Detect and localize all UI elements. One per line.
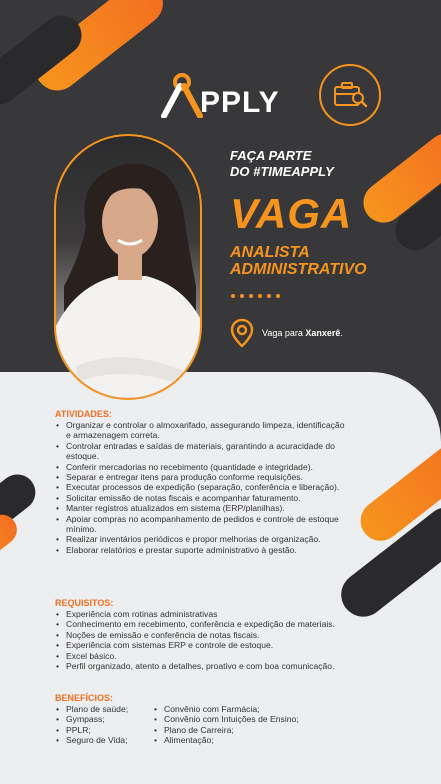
portrait-illustration (56, 136, 202, 400)
location-text: Vaga para Xanxerê. (262, 328, 343, 338)
logo-text: PPLY (200, 86, 280, 119)
list-item: • Solicitar emissão de notas fiscais e acompanhar faturamento. (55, 493, 345, 503)
list-item: • Separar e entregar itens para produção conforme requisições. (55, 472, 345, 482)
vaga-title: VAGA (230, 190, 353, 237)
headline (230, 148, 334, 180)
list-item: • Convênio com Intuições de Ensino; (153, 714, 299, 724)
list-item: • Perfil organizado, atento a detalhes, proativo e com boa comunicação. (55, 661, 395, 671)
list-item: • Executar processos de expedição (separação, conferência e liberação). (55, 482, 345, 492)
list-item: • Organizar e controlar o almoxarifado, assegurando limpeza, identificação e armazenagem correta. (55, 420, 345, 441)
list-item: • Conferir mercadorias no recebimento (quantidade e integridade). (55, 462, 345, 472)
logo-a-icon (160, 72, 204, 118)
list-item: • Experiência com sistemas ERP e controle de estoque. (55, 640, 395, 650)
requisitos-title: REQUISITOS: (55, 598, 114, 608)
candidate-photo (54, 134, 202, 400)
requisitos-section (55, 598, 395, 671)
beneficios-list-col1 (55, 704, 135, 746)
list-item: • Plano de Carreira; (153, 725, 299, 735)
requisitos-list (55, 609, 395, 671)
list-item: • Manter registros atualizados em sistema (ERP/planilhas). (55, 503, 345, 513)
list-item: • Gympass; (55, 714, 135, 724)
beneficios-section (55, 693, 355, 746)
list-item: • Convênio com Farmácia; (153, 704, 299, 714)
list-item: • Realizar inventários periódicos e propor melhorias de organização. (55, 534, 345, 544)
list-item: • Excel básico. (55, 651, 395, 661)
list-item: • Apoiar compras no acompanhamento de pedidos e controle de estoque mínimo. (55, 514, 345, 535)
list-item: • Plano de saúde; (55, 704, 135, 714)
location-pin-icon (230, 318, 254, 348)
apply-logo (160, 72, 280, 118)
atividades-title: ATIVIDADES: (55, 409, 112, 419)
job-badge (319, 64, 381, 126)
location (230, 318, 343, 348)
list-item: • Noções de emissão e conferência de notas fiscais. (55, 630, 395, 640)
list-item: • Controlar entradas e saídas de materiais, garantindo a acuracidade do estoque. (55, 441, 345, 462)
atividades-list (55, 420, 345, 555)
headline-line1: FAÇA PARTE (230, 148, 312, 163)
beneficios-list-col2 (153, 704, 299, 746)
briefcase-search-icon (332, 80, 368, 110)
role-line2: ADMINISTRATIVO (230, 261, 367, 278)
list-item: • Seguro de Vida; (55, 735, 135, 745)
list-item: • Alimentação; (153, 735, 299, 745)
list-item: • Conhecimento em recebimento, conferência e expedição de materiais. (55, 619, 395, 629)
list-item: • Elaborar relatórios e prestar suporte administrativo à gestão. (55, 545, 345, 555)
role-line1: ANALISTA (230, 244, 310, 261)
headline-line2: DO #TIMEAPPLY (230, 164, 334, 179)
beneficios-title: BENEFÍCIOS: (55, 693, 114, 703)
atividades-section (55, 409, 345, 555)
decor-dots (231, 294, 280, 298)
job-role (230, 244, 367, 278)
list-item: • PPLR; (55, 725, 135, 735)
list-item: • Experiência com rotinas administrativas (55, 609, 395, 619)
